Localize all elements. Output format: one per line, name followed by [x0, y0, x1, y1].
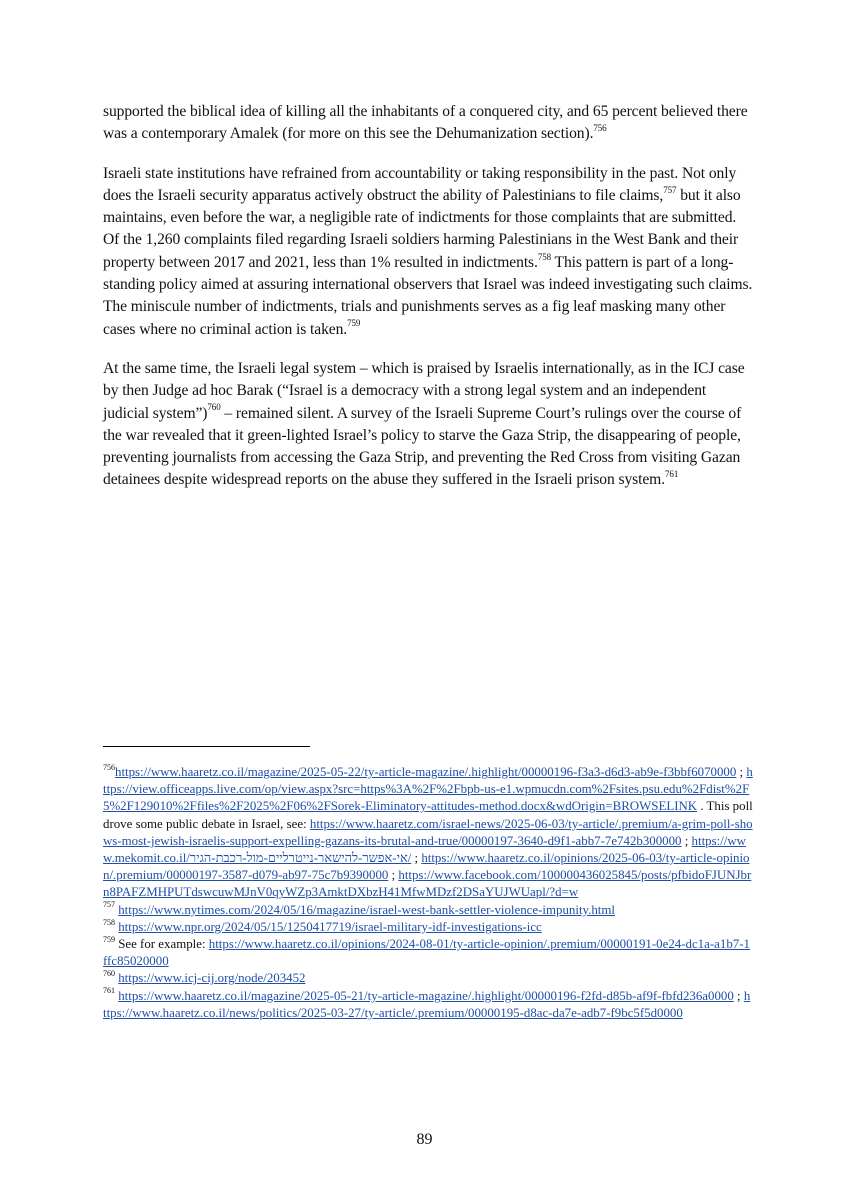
paragraph-text: This pattern is part of a long-standing policy aimed at assuring international observers that Israel was indeed investigating such claims. The miniscule number of indictments, trials and punishments serves as a fig leaf masking many other cases where no criminal action is taken. [103, 253, 753, 338]
footnote-link[interactable]: https://www.haaretz.co.il/magazine/2025-05-22/ty-article-magazine/.highlight/00000196-f3a3-d6d3-ab9e-f3bbf6070000 [115, 765, 737, 779]
footnote [103, 902, 753, 919]
footnote-text: ; [388, 868, 399, 883]
footnote-text: ; [733, 988, 744, 1003]
footnote-text: ; [411, 851, 422, 866]
paragraph-text: but it also maintains, even before the war, a negligible rate of indictments for those complaints that are submitted. Of the 1,260 complaints filed regarding Israeli soldiers harming Palestinians in the West Bank and their property between 2017 and 2021, less than 1% resulted in indictments. [103, 186, 741, 271]
footnote-link[interactable]: https://www.facebook.com/100000436025845/posts/pfbidoFJUNJbrn8PAFZMHPUTdswcuwMJnV0qyWZp3AmktDXbzH41MfwMDzf2DSaYUJWUapl/?d=w [103, 868, 752, 900]
footnote-link[interactable]: https://www.npr.org/2024/05/15/1250417719/israel-military-idf-investigations-icc [118, 919, 542, 934]
footnote-number: 761 [103, 986, 115, 996]
footnote [103, 936, 753, 970]
footnote-reference[interactable]: 756 [593, 123, 607, 134]
footnote [103, 988, 753, 1022]
footnote-link[interactable]: https://view.officeapps.live.com/op/view.aspx?src=https%3A%2F%2Fbpb-us-e1.wpmucdn.com%2Fsites.psu.edu%2Fdist%2F5%2F129010%2Ffiles%2F2025%2F06%2FSorek-Eliminatory-attitudes-method.docx&wdOrigin=BROWSELINK [103, 765, 753, 814]
footnote-text: ; [736, 765, 747, 779]
body-text [103, 101, 753, 509]
footnote-text: See for example: [115, 937, 209, 952]
footnote-reference[interactable]: 757 [663, 184, 677, 195]
paragraph-text: – remained silent. A survey of the Israeli Supreme Court’s rulings over the course of the war revealed that it green-lighted Israel’s policy to starve the Gaza Strip, the disappearing of people, preventing journalists from accessing the Gaza Strip, and preventing the Red Cross from visiting Gazan detainees despite widespread reports on the abuse they suffered in the Israeli prison system. [103, 404, 742, 489]
footnote-number: 757 [103, 900, 115, 910]
paragraph-text: At the same time, the Israeli legal system – which is praised by Israelis internationally, as in the ICJ case by then Judge ad hoc Barak (“Israel is a democracy with a strong legal system and an independent judicial system”) [103, 359, 745, 422]
footnote-reference[interactable]: 758 [537, 251, 552, 262]
footnote-separator [103, 746, 310, 747]
footnote-link[interactable]: https://www.mekomit.co.il/אי-אפשר-להישאר-נייטרליים-מול-רכבת-הגיר/ [103, 833, 746, 866]
footnote-number: 759 [103, 934, 115, 944]
body-paragraph [103, 163, 753, 341]
body-paragraph [103, 101, 753, 146]
footnote-reference[interactable]: 760 [207, 402, 221, 413]
footnote-link[interactable]: https://www.haaretz.co.il/magazine/2025-05-21/ty-article-magazine/.highlight/00000196-f2fd-d85b-af9f-fbfd236a0000 [118, 988, 734, 1003]
footnote-text: . This poll drove some public debate in Israel, see: [103, 799, 753, 831]
footnote-link[interactable]: https://www.icj-cij.org/node/203452 [118, 971, 306, 986]
footnote-link[interactable]: https://www.nytimes.com/2024/05/16/magazine/israel-west-bank-settler-violence-impunity.html [118, 902, 615, 917]
paragraph-text: supported the biblical idea of killing all the inhabitants of a conquered city, and 65 percent believed there was a contemporary Amalek (for more on this see the Dehumanization section). [103, 103, 748, 143]
footnote-link[interactable]: https://www.haaretz.co.il/opinions/2025-06-03/ty-article-opinion/.premium/00000197-3587-d079-ab97-75c7b9390000 [103, 851, 750, 883]
footnote-link[interactable]: https://www.haaretz.co.il/news/politics/2025-03-27/ty-article/.premium/00000195-d8ac-da7e-adb7-f9bc5f5d0000 [103, 988, 751, 1020]
footnote [103, 919, 753, 936]
footnote-number: 760 [103, 969, 115, 979]
page-number: 89 [416, 1131, 433, 1148]
footnote-link[interactable]: https://www.haaretz.com/israel-news/2025-06-03/ty-article/.premium/a-grim-poll-shows-most-jewish-israelis-support-expelling-gazans-its-brutal-and-true/00000197-3640-d9f1-abb7-7e742b300000 [103, 816, 753, 848]
paragraph-text: Israeli state institutions have refrained from accountability or taking responsibility in the past. Not only does the Israeli security apparatus actively obstruct the ability of Palestinians to file claims, [103, 164, 737, 204]
body-paragraph [103, 358, 753, 492]
footnote [103, 764, 753, 902]
footnote [103, 970, 753, 987]
footnote-reference[interactable]: 761 [665, 469, 679, 480]
footnotes [103, 764, 753, 1022]
footnote-link[interactable]: https://www.haaretz.co.il/opinions/2024-08-01/ty-article-opinion/.premium/00000191-0e24-dc1a-a1b7-1ffc85020000 [103, 937, 750, 969]
footnote-text: ; [681, 833, 692, 848]
footnote-number: 758 [103, 917, 115, 927]
footnote-reference[interactable]: 759 [347, 318, 361, 329]
footnote-number: 756 [103, 762, 115, 772]
